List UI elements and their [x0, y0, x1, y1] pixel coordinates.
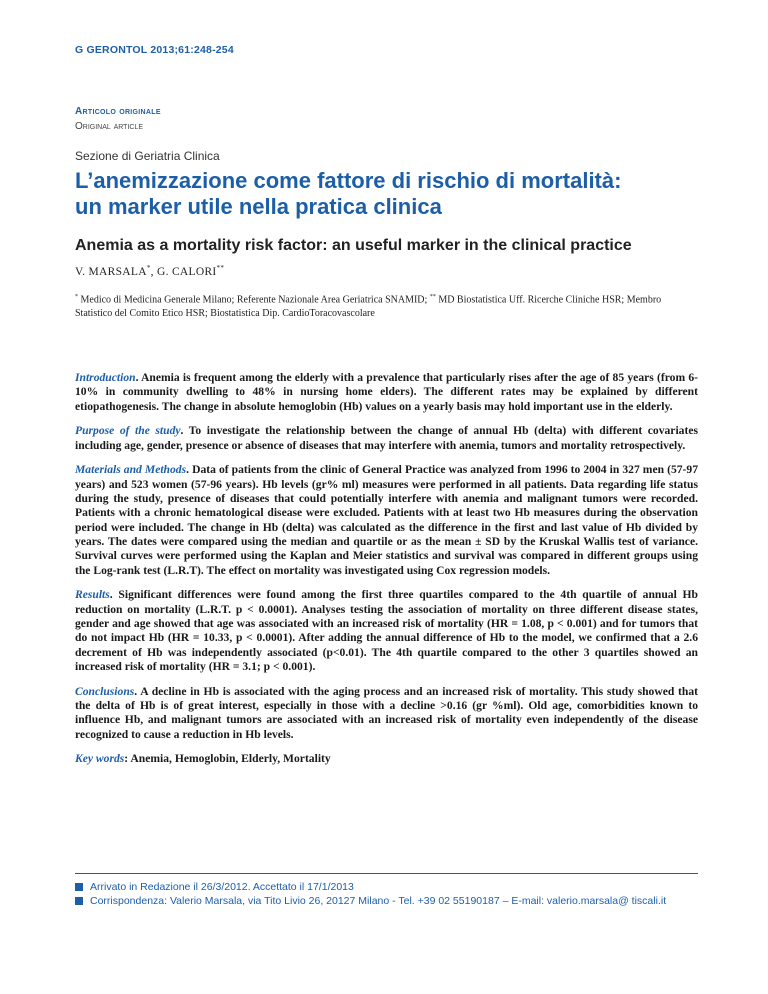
- author-2-mark: **: [216, 264, 225, 272]
- authors: [75, 264, 224, 278]
- methods-text: . Data of patients from the clinic of General Practice was analyzed from 1996 to 2004 in 327 men (57-97 years) and 523 women (57-96 years). Hb levels (gr% ml) measures were performed in all patients. Data regarding life status during the study, presence of diseases that could potentially interfere with anemia and malignant tumors were recorded. Patients with a chronic hematological disease were excluded. Patients with at least two Hb measures during the observation period were included. The change in Hb (delta) was calculated as the difference in the first and last value of Hb divided by years. The dates were compared using the median and quartile or as the mean ± SD by the Kruskal Wallis test of variance. Survival curves were performed using the Kaplan and Meier statistics and survival was compared in different groups using the Log-rank test (L.R.T). The effect on mortality was investigated using Cox regression models.: [75, 463, 699, 577]
- abstract-conclusions: [75, 685, 698, 742]
- journal-reference: G GERONTOL 2013;61:248-254: [75, 44, 234, 56]
- footer-received: [75, 880, 698, 894]
- square-bullet-icon: [75, 897, 83, 905]
- author-separator: ,: [150, 265, 157, 278]
- article-type-english: Original article: [75, 121, 143, 132]
- conclusions-text: . A decline in Hb is associated with the aging process and an increased risk of mortality. This study showed that the delta of Hb is of great interest, especially in those with a decline >0.16 (gr %ml). Old age, comorbidities known to influence Hb, and malignant tumors are associated with an increased risk of mortality even independently of the disease recognized to cause a reduction in Hb levels.: [75, 684, 698, 741]
- abstract-keywords: [75, 752, 698, 766]
- purpose-text: . To investigate the relationship between the change of annual Hb (delta) with different covariates including age, gender, presence or absence of diseases that may interfere with anemia, tumors and mortality retrospectively.: [75, 424, 698, 452]
- abstract-purpose: [75, 424, 698, 453]
- title-line-2: un marker utile nella pratica clinica: [75, 194, 442, 219]
- affiliation-2: MD Biostatistica Uff. Ricerche Cliniche HSR; Membro Statistico del Comito Etico HSR; Biostatistica Dip. CardioToracovascolare: [75, 294, 662, 320]
- abstract: [75, 371, 698, 777]
- results-text: . Significant differences were found among the first three quartiles compared to the 4th quartile of annual Hb reduction on mortality (L.R.T. p < 0.0001). Analyses testing the association of mortality on three different disease states, gender and age showed that age was associated with an increased risk of mortality (HR = 1.08, p < 0.001) and for tumors that do not impact Hb (HR = 10.33, p < 0.0001). After adding the annual difference of Hb to the model, we confirmed that a 2.6 decrement of Hb was independently associated (p<0.01). The 4th quartile compared to the other 3 quartiles showed an increased risk of mortality (HR = 3.1; p < 0.001).: [75, 588, 698, 673]
- methods-label: Materials and Methods: [75, 463, 187, 477]
- introduction-label: Introduction: [75, 371, 136, 384]
- footer-divider: [75, 873, 698, 874]
- article-type-italian: Articolo originale: [75, 106, 161, 117]
- received-text: Arrivato in Redazione il 26/3/2012. Accettato il 17/1/2013: [90, 881, 354, 893]
- keywords-label: Key words: [75, 752, 125, 766]
- footer-correspondence: [75, 894, 698, 908]
- footer-notes: [75, 880, 698, 908]
- affiliation-1: Medico di Medicina Generale Milano; Referente Nazionale Area Geriatrica SNAMID;: [78, 294, 430, 306]
- introduction-text: . Anemia is frequent among the elderly with a prevalence that particularly rises after the age of 85 years (from 6-10% in community dwelling to 48% in nursing home elders). The different rates may be explained by different etiopathogenesis. The change in absolute hemoglobin (Hb) values on a yearly basis may hold important use in the elderly.: [75, 371, 698, 413]
- purpose-label: Purpose of the study: [75, 424, 181, 438]
- keywords-text: : Anemia, Hemoglobin, Elderly, Mortality: [124, 752, 331, 766]
- affiliation-mark-1: *: [75, 294, 78, 300]
- square-bullet-icon: [75, 883, 83, 891]
- abstract-introduction: [75, 371, 698, 414]
- abstract-results: [75, 588, 698, 674]
- abstract-methods: [75, 463, 698, 577]
- section-label: Sezione di Geriatria Clinica: [75, 149, 220, 163]
- results-label: Results: [75, 588, 110, 602]
- affiliations: [75, 290, 690, 321]
- conclusions-label: Conclusions: [75, 684, 135, 698]
- article-subtitle: Anemia as a mortality risk factor: an useful marker in the clinical practice: [75, 237, 632, 254]
- correspondence-text: Corrispondenza: Valerio Marsala, via Tito Livio 26, 20127 Milano - Tel. +39 02 55190187 – E-mail: valerio.marsala@ tiscali.it: [90, 895, 667, 907]
- affiliation-mark-2: **: [429, 294, 436, 300]
- title-line-1: L’anemizzazione come fattore di rischio di mortalità:: [75, 168, 622, 193]
- author-1: V. MARSALA: [75, 265, 147, 278]
- author-2: G. CALORI: [156, 265, 217, 278]
- author-1-mark: *: [146, 264, 151, 272]
- article-title: [75, 168, 715, 220]
